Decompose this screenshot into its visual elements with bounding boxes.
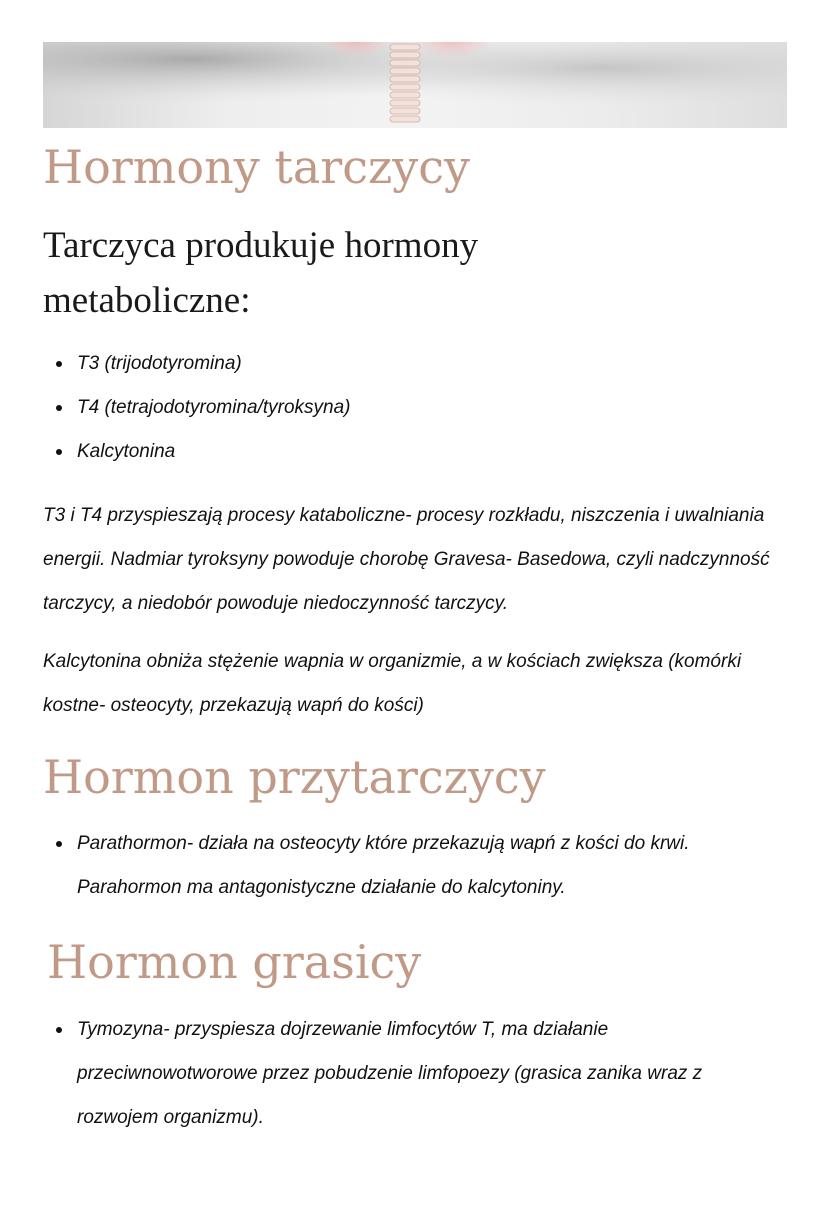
list-item-text: T4 (tetrajodotyromina/tyroksyna)	[77, 397, 351, 418]
list-item-text: Kalcytonina	[77, 441, 176, 462]
list-item-text: Parathormon- działa na osteocyty które przekazują wapń z kości do krwi. Parahormon ma antagonistyczne działanie do kalcytoniny.	[77, 833, 690, 898]
thyroid-hormone-list	[43, 345, 351, 477]
list-item	[43, 433, 351, 477]
bullet-icon	[56, 361, 62, 367]
thyroid-paragraph-2: Kalcytonina obniża stężenie wapnia w organizmie, a w kościach zwiększa (komórki kostne- osteocyty, przekazują wapń do kości)	[43, 651, 742, 716]
thyroid-paragraph-1: T3 i T4 przyspieszają procesy kataboliczne- procesy rozkładu, niszczenia i uwalniania energii. Nadmiar tyroksyny powoduje chorobę Gravesa- Basedowa, czyli nadczynność tarczycy, a niedobór powoduje niedoczynność tarczycy.	[43, 505, 770, 614]
list-item	[43, 1008, 783, 1140]
bullet-icon	[56, 1027, 62, 1033]
thymus-hormone-list	[43, 1008, 783, 1140]
thymus-heading: Hormon grasicy	[47, 935, 422, 989]
parathyroid-hormone-list	[43, 822, 743, 910]
bullet-icon	[56, 449, 62, 455]
thyroid-lead: Tarczyca produkuje hormony metaboliczne:	[43, 225, 479, 321]
list-item	[43, 345, 351, 389]
bullet-icon	[56, 841, 62, 847]
thyroid-heading: Hormony tarczycy	[43, 140, 470, 194]
list-item	[43, 822, 743, 910]
bullet-icon	[56, 405, 62, 411]
thyroid-header-image	[43, 42, 787, 128]
list-item-text: Tymozyna- przyspiesza dojrzewanie limfocytów T, ma działanie przeciwnowotworowe przez pobudzenie limfopoezy (grasica zanika wraz z rozwojem organizmu).	[77, 1019, 703, 1128]
thyroid-illustration	[43, 42, 787, 128]
parathyroid-heading: Hormon przytarczycy	[43, 750, 546, 804]
list-item	[43, 389, 351, 433]
list-item-text: T3 (trijodotyromina)	[77, 353, 242, 374]
